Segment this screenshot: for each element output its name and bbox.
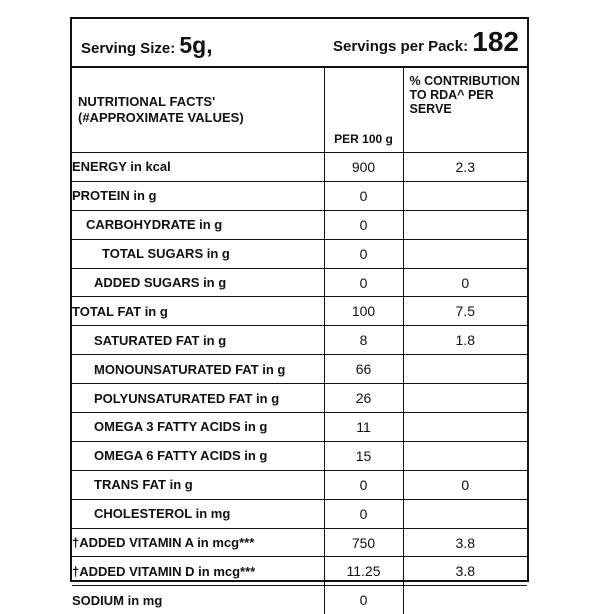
rda-value [403,413,527,442]
table-row [72,470,527,499]
nutrient-name: †ADDED VITAMIN D in mcg*** [72,557,324,586]
header-col3-line1: % CONTRIBUTION [409,74,520,88]
rda-value [403,210,527,239]
nutrient-name: TRANS FAT in g [72,470,324,499]
nutrient-name: CHOLESTEROL in mg [72,499,324,528]
table-row [72,153,527,182]
header-col1-line1: NUTRITIONAL FACTS' [78,94,216,109]
table-row [72,557,527,586]
per-100g-value: 900 [324,153,403,182]
header-rda-contribution [403,68,527,153]
per-100g-value: 750 [324,528,403,557]
per-100g-value: 0 [324,210,403,239]
per-100g-value: 26 [324,384,403,413]
per-100g-value: 0 [324,586,403,614]
rda-value: 2.3 [403,153,527,182]
rda-value: 0 [403,470,527,499]
rda-value: 3.8 [403,557,527,586]
nutrient-name: SODIUM in mg [72,586,324,614]
nutrient-name: POLYUNSATURATED FAT in g [72,384,324,413]
per-100g-value: 66 [324,355,403,384]
table-row [72,297,527,326]
servings-per-pack-value: 182 [472,26,519,57]
header-nutritional-facts [72,68,324,153]
rda-value [403,355,527,384]
rda-value: 0 [403,268,527,297]
rda-value: 1.8 [403,326,527,355]
per-100g-value: 0 [324,268,403,297]
serving-size [81,32,213,59]
table-row [72,441,527,470]
rda-value [403,181,527,210]
per-100g-value: 11.25 [324,557,403,586]
nutrient-name: ENERGY in kcal [72,153,324,182]
table-header-row [72,68,527,153]
table-row [72,528,527,557]
servings-per-pack [333,26,519,58]
header-col3-line3: SERVE [409,102,452,116]
table-row [72,413,527,442]
per-100g-value: 0 [324,499,403,528]
nutrient-name: ADDED SUGARS in g [72,268,324,297]
table-row [72,326,527,355]
per-100g-value: 100 [324,297,403,326]
nutrient-name: †ADDED VITAMIN A in mcg*** [72,528,324,557]
rda-value [403,384,527,413]
nutrient-name: TOTAL SUGARS in g [72,239,324,268]
nutrient-name: SATURATED FAT in g [72,326,324,355]
nutrition-facts-panel [70,17,529,609]
table-row [72,384,527,413]
per-100g-value: 0 [324,239,403,268]
per-100g-value: 15 [324,441,403,470]
rda-value [403,441,527,470]
serving-info-bar [72,19,527,68]
nutrient-name: OMEGA 6 FATTY ACIDS in g [72,441,324,470]
serving-size-value: 5g, [179,32,213,58]
per-100g-value: 11 [324,413,403,442]
rda-value [403,239,527,268]
table-row [72,268,527,297]
nutrient-name: TOTAL FAT in g [72,297,324,326]
nutrition-table [72,68,527,614]
per-100g-value: 8 [324,326,403,355]
rda-value: 3.8 [403,528,527,557]
nutrient-name: PROTEIN in g [72,181,324,210]
nutrient-name: MONOUNSATURATED FAT in g [72,355,324,384]
header-per-100g: PER 100 g [324,68,403,153]
servings-per-pack-label: Servings per Pack: [333,38,469,55]
table-row [72,499,527,528]
table-row [72,239,527,268]
per-100g-value: 0 [324,470,403,499]
nutrient-name: OMEGA 3 FATTY ACIDS in g [72,413,324,442]
serving-size-label: Serving Size: [81,40,176,57]
table-row [72,210,527,239]
table-row [72,355,527,384]
header-col3-line2: TO RDA^ PER [409,88,494,102]
per-100g-value: 0 [324,181,403,210]
rda-value: 7.5 [403,297,527,326]
header-col1-line2: (#APPROXIMATE VALUES) [78,110,244,125]
rda-value [403,499,527,528]
table-row [72,181,527,210]
nutrient-name: CARBOHYDRATE in g [72,210,324,239]
